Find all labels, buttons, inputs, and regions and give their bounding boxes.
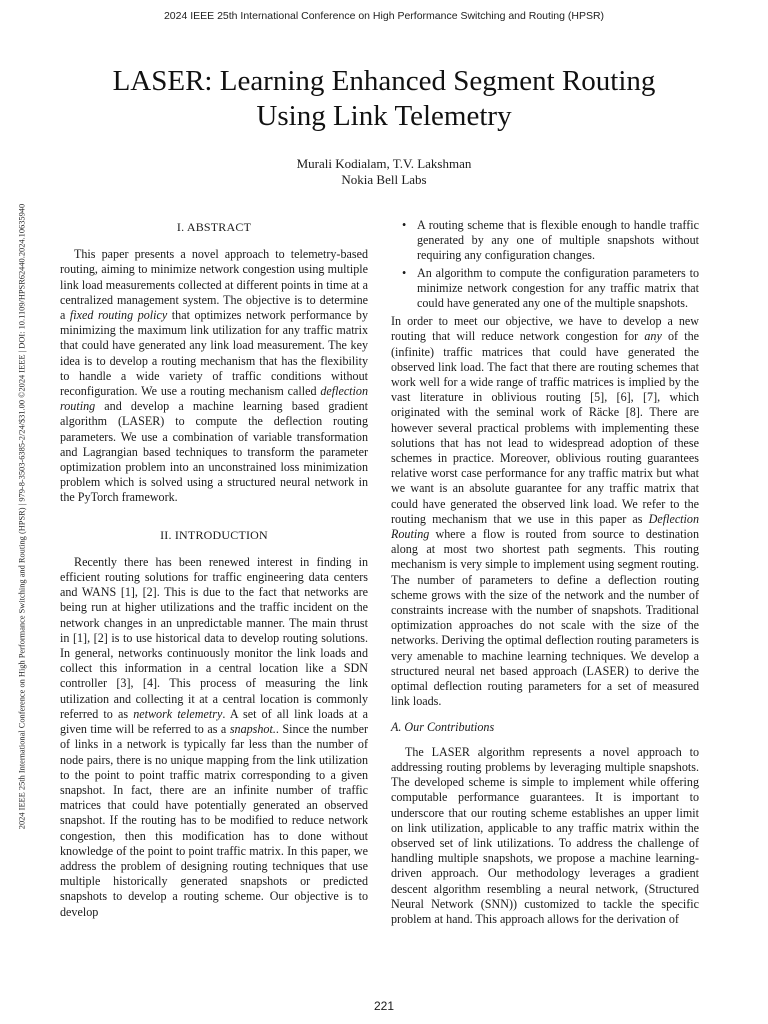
conference-header: 2024 IEEE 25th International Conference on High Performance Switching and Routing (HPSR) xyxy=(163,10,605,22)
right-column xyxy=(391,218,699,927)
list-item: • An algorithm to compute the configuration parameters to minimize network congestion for any traffic matrix that could have generated any one of the multiple snapshots. xyxy=(402,265,699,311)
page-number: 221 xyxy=(373,999,395,1013)
title-line-1: LASER: Learning Enhanced Segment Routing xyxy=(112,65,656,97)
author-names: Murali Kodialam, T.V. Lakshman xyxy=(296,156,472,171)
abstract-paragraph: This paper presents a novel approach to telemetry-based routing, aiming to minimize network congestion using multiple link load measurements collected at different points in time at a centralized management system. The objective is to determine a fixed routing policy that optimizes network performance by minimizing the maximum link utilization for any traffic matrix that could have generated any link load measurement. The key idea is to develop a routing mechanism that has the flexibility to handle a wide variety of traffic conditions without reconfiguration. We use a routing mechanism called deflection routing and develop a machine learning based gradient algorithm (LASER) to compute the deflection routing parameters. We use a combination of variable transformation and Lagrangian based techniques to transform the parameter optimization problem into an unconstrained loss minimization problem which is solved using a structured neural network in the PyTorch framework. xyxy=(60,247,368,505)
left-column xyxy=(60,218,368,920)
list-item: • A routing scheme that is flexible enough to handle traffic generated by any one of multiple snapshots without requiring any configuration changes. xyxy=(402,218,699,263)
abstract-heading: I. ABSTRACT xyxy=(176,220,252,234)
doi-sidebar: 2024 IEEE 25th International Conference on High Performance Switching and Routing (HPSR) | 979-8-3503-6385-2/24/$31.00 ©2024 IEEE | DOI: 10.1109/HPSR62440.2024.10635940 xyxy=(17,203,27,830)
introduction-heading: II. INTRODUCTION xyxy=(160,527,268,542)
introduction-paragraph: Recently there has been renewed interest in finding in efficient routing solutions for traffic engineering data centers and WANS [1], [2]. This is due to the fact that networks are being run at higher utilizations and the traffic incident on the network changes in an unpredictable manner. The main thrust in [1], [2] is to use historical data to develop routing solutions. In general, networks continuously monitor the link loads and collect this information in a central location like a SDN controller [3], [4]. This process of measuring the link utilization and collecting it at a central location is commonly referred to as network telemetry. A set of all link loads at a given time will be referred to as a snapshot.. Since the number of links in a network is typically far less than the number of node pairs, there is no unique mapping from the link utilization to the point to point traffic matrix corresponding to a given snapshot. In fact, there are an infinite number of traffic matrices that could have potentially generated an observed snapshot. If the routing has to be modified to reduce network congestion, then this modification has to done without knowledge of the point to point traffic matrix. In this paper, we address the problem of designing routing techniques that use multiple historically generated snapshots or predicted snapshots to develop a routing scheme. Our objective is to develop xyxy=(60,554,368,919)
contributions-paragraph: The LASER algorithm represents a novel approach to addressing routing problems by leveraging multiple snapshots. The developed scheme is simple to implement while offering computable performance guarantees. It is important to underscore that our routing scheme establishes an upper limit on link utilization, applicable to any traffic matrix within the observed set of link utilizations. To address the challenge of handling multiple snapshots, we propose a machine learning-driven approach. Our methodology leverages a gradient descent algorithm resembling a neural network, (Structured Neural Network (SNN)) customized to tackle the specific problem at hand. This approach allows for the derivation of xyxy=(391,744,699,926)
objective-list xyxy=(391,218,699,311)
paper-title xyxy=(60,64,708,134)
author-block xyxy=(0,156,768,188)
bullet-icon: • xyxy=(402,265,407,280)
objective-paragraph: In order to meet our objective, we have to develop a new routing that will reduce network congestion for any of the (infinite) traffic matrices that could have generated the observed link load. The fact that there are routing schemes that work well for a wide range of traffic matrices is implied by the vast literature in oblivious routing [5], [6], [7], which originated with the seminal work of Räcke [8]. There are however several practical problems with implementing these solutions that has not lead to widespread adoption of these schemes in practice. Moreover, oblivious routing guarantees relative worst case performance for any traffic matrix but what we want is an absolute guarantee for any traffic matrix that could have generated the observed link load. We refer to the routing mechanism that we use in this paper as Deflection Routing where a flow is routed from source to destination along at most two shortest path segments. This routing mechanism is very simple to implement using segment routing. The number of parameters to define a deflection routing scheme grows with the size of the network and the number of constraints increase with the number of snapshots. Traditional optimization approaches do not scale with the size of the networks. Deriving the optimal deflection routing parameters is very amenable to machine learning techniques. We develop a structured neural net based approach (LASER) to derive the optimal deflection routing parameters for a set of measured link loads. xyxy=(391,314,699,709)
contributions-heading: A. Our Contributions xyxy=(391,719,495,734)
title-line-2: Using Link Telemetry xyxy=(256,100,512,132)
author-affiliation: Nokia Bell Labs xyxy=(341,172,427,187)
bullet-icon: • xyxy=(402,218,407,232)
